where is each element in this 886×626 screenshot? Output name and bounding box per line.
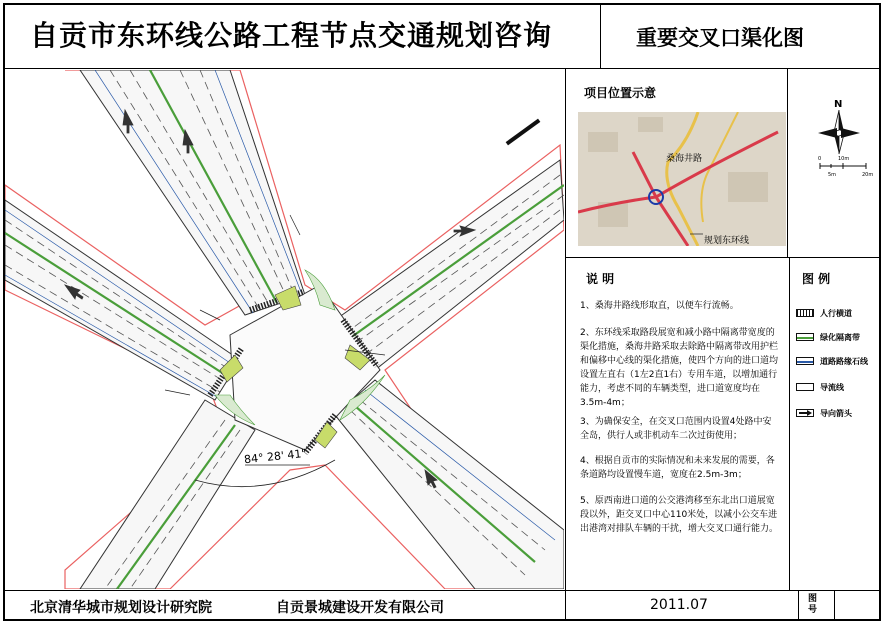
note-item-4: 4、根据自贡市的实际情况和未来发展的需要，各条道路均设置慢车道，宽度在2.5m-3m； [580, 456, 775, 480]
map-road-label-1: 桑海井路 [666, 154, 703, 164]
notes-title: 说 明 [586, 272, 615, 286]
curb-line-symbol-icon [796, 357, 814, 365]
location-title: 项目位置示意 [584, 86, 657, 100]
footer-org-2: 自贡景城建设开发有限公司 [276, 600, 444, 616]
map-notes-divider [565, 257, 881, 258]
footer-sheet-divider [798, 590, 799, 621]
road-surface [5, 70, 564, 589]
legend-label: 导向箭头 [820, 408, 852, 418]
scale-label-20m: 20m [862, 172, 874, 178]
north-arrow-icon [818, 110, 860, 160]
scale-bar [818, 160, 868, 174]
legend-label: 导流线 [820, 382, 844, 392]
intersection-drawing [5, 70, 564, 589]
legend-item-green-median [796, 330, 860, 344]
guide-line-symbol-icon [796, 383, 814, 391]
legend-label: 绿化隔离带 [820, 332, 860, 342]
location-map [578, 112, 786, 246]
notes-legend-divider [789, 257, 790, 590]
legend-label: 人行横道 [820, 308, 852, 318]
header-divider [3, 68, 881, 69]
footer-divider [3, 590, 881, 591]
title-divider [600, 5, 601, 68]
legend-item-arrow [796, 406, 852, 420]
map-north-divider [787, 68, 788, 257]
arrow-symbol-icon [796, 409, 814, 417]
legend-item-guide-line [796, 380, 844, 394]
angle-label: 84° 28' 41" [243, 446, 308, 467]
note-item-2: 2、东环线采取路段展宽和减小路中隔离带宽度的渠化措施，桑海井路采取去除路中隔离带改用护栏和偏移中心线的渠化措施，使四个方向的进口道均设置左直右（1左2直1右）专用车道，以增加通行能力，考虑不同的车辆类型，进口道宽度均在3.5m-4m； [580, 328, 779, 408]
scale-label-10m: 10m [838, 156, 850, 162]
footer-org-1: 北京清华城市规划设计研究院 [30, 600, 212, 616]
legend-item-curb-line [796, 354, 868, 368]
page-title: 自贡市东环线公路工程节点交通规划咨询 [30, 19, 553, 52]
note-item-3: 3、为确保安全，在交叉口范围内设置4处路中安全岛，供行人或非机动车二次过街使用； [580, 417, 772, 441]
scale-label-0: 0 [818, 156, 822, 162]
drawing-subtitle: 重要交叉口渠化图 [636, 26, 804, 50]
legend-item-crosswalk [796, 306, 852, 320]
footer-date: 2011.07 [650, 597, 708, 613]
footer-sheet-divider-2 [834, 590, 835, 621]
panel-divider [565, 68, 566, 621]
note-item-1: 1、桑海井路线形取直，以便车行流畅。 [580, 301, 739, 311]
north-letter: N [834, 99, 843, 110]
green-median-symbol-icon [796, 333, 814, 341]
scale-label-5m: 5m [828, 172, 837, 178]
crosswalk-symbol-icon [796, 309, 814, 317]
sheet-number-label: 图号 [808, 594, 818, 615]
legend-title: 图 例 [802, 272, 831, 286]
note-item-5: 5、原西南进口道的公交港湾移至东北出口道展宽段以外，距交叉口中心110米处，以减小公交车进出港湾对排队车辆的干扰，增大交叉口通行能力。 [580, 496, 779, 534]
bus-bay-marker [506, 119, 541, 146]
legend-label: 道路路缘石线 [820, 356, 868, 366]
map-road-label-2: 规划东环线 [704, 236, 750, 246]
